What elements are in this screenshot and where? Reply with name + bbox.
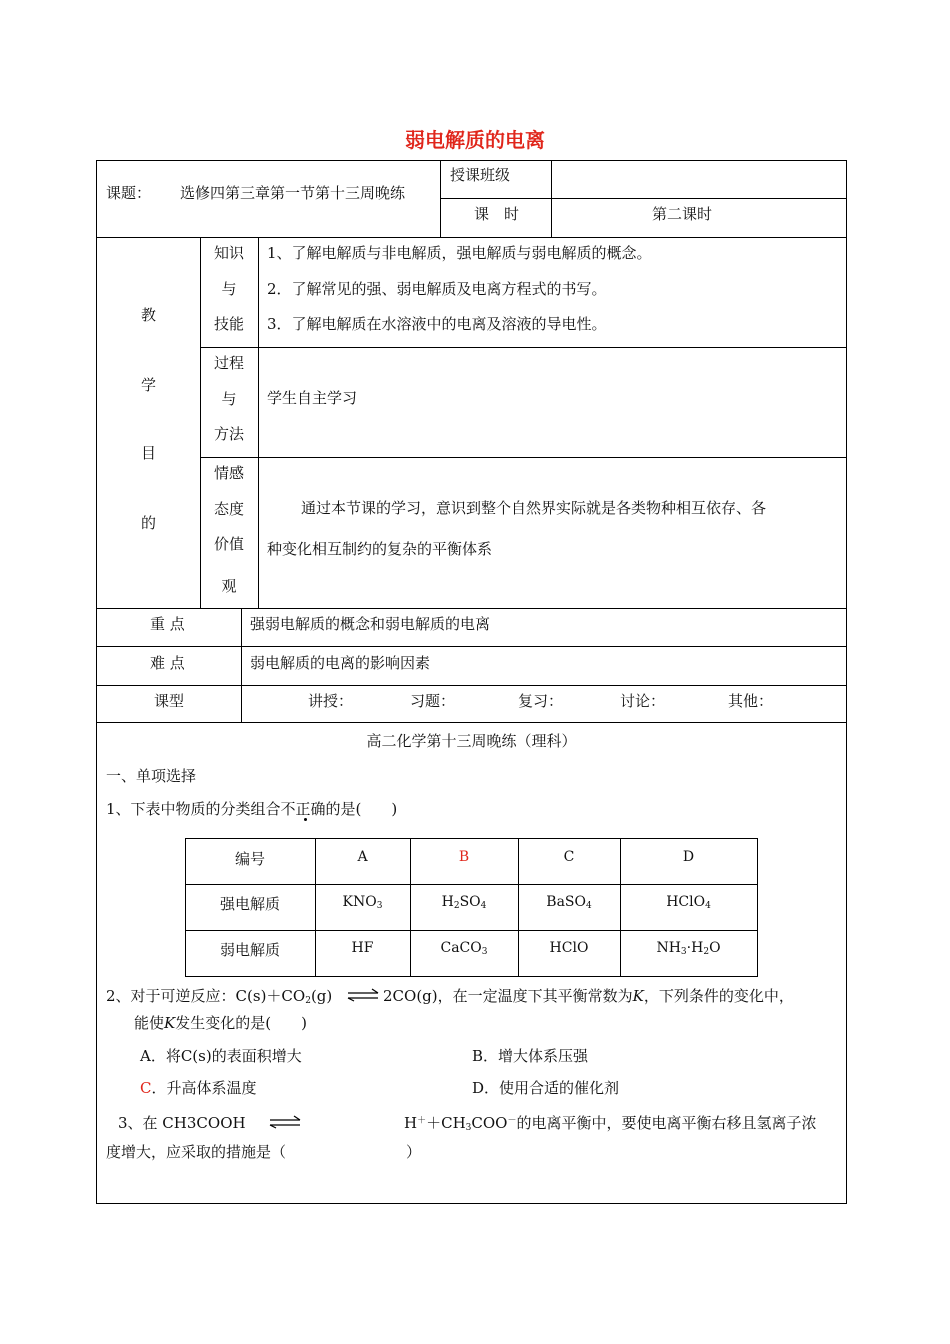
- frame-left: [96, 160, 97, 1204]
- emotion-label: 态度: [213, 500, 244, 518]
- table-cell: $NH_3\cdot H_2O$: [656, 940, 721, 957]
- knowledge-item: 1、了解电解质与非电解质，强电解质与弱电解质的概念。: [267, 244, 652, 262]
- emotion-text: 种变化相互制约的复杂的平衡体系: [267, 540, 493, 558]
- question-2-line1: 2、对于可逆反应：$C(s)+CO_2(g)$: [106, 987, 333, 1006]
- table-header-cell: C: [563, 849, 575, 865]
- question-2-line1-rest: 2CO(g)，在一定温度下其平衡常数为K，下列条件的变化中，: [383, 987, 794, 1005]
- frame-top: [96, 160, 847, 161]
- table-header-cell: 编号: [234, 850, 265, 868]
- topic-value: 选修四第三章第一节第十三周晚练: [180, 184, 406, 202]
- class-label: 授课班级: [450, 166, 511, 184]
- option-a: A．将C(s)的表面积增大: [140, 1047, 302, 1065]
- option-d: D．使用合适的催化剂: [472, 1079, 620, 1097]
- option-b: B．增大体系压强: [472, 1047, 589, 1065]
- period-value: 第二课时: [652, 205, 713, 223]
- table-header-cell: A: [357, 849, 368, 865]
- table-cell: $H_2SO_4$: [441, 894, 487, 911]
- process-label: 与: [221, 390, 237, 408]
- question-1-stem: 1、下表中物质的分类组合不正确的是( ): [106, 800, 398, 818]
- table-cell: CaCO$_3$: [440, 940, 488, 957]
- key-point-text: 强弱电解质的概念和弱电解质的电离: [250, 615, 491, 633]
- process-label: 方法: [213, 425, 244, 443]
- lesson-type-option: 讲授：: [308, 692, 354, 710]
- knowledge-item: 3．了解电解质在水溶液中的电离及溶液的导电性。: [267, 315, 607, 333]
- equilibrium-arrow-icon: [268, 1115, 302, 1129]
- difficulty-text: 弱电解质的电离的影响因素: [250, 654, 431, 672]
- question-3-part1: 3、在 CH3COOH: [118, 1114, 246, 1132]
- option-c: C．升高体系温度: [140, 1079, 257, 1097]
- lesson-type-option: 复习：: [518, 692, 564, 710]
- table-header-cell: D: [682, 849, 695, 865]
- knowledge-item: 2．了解常见的强、弱电解质及电离方程式的书写。: [267, 280, 607, 298]
- lesson-type-option: 其他：: [728, 692, 774, 710]
- objective-label-char: 目: [141, 444, 157, 462]
- emotion-label: 价值: [213, 535, 244, 553]
- question-2-line2: 能使K发生变化的是( ): [134, 1014, 307, 1032]
- emphasis-dot: [304, 818, 307, 821]
- question-3-line2: 度增大，应采取的措施是（ ）: [106, 1143, 422, 1161]
- table-cell: BaSO$_4$: [546, 894, 592, 911]
- table-header-cell: B: [458, 849, 470, 865]
- knowledge-label: 技能: [213, 315, 244, 333]
- objective-label-char: 教: [141, 306, 157, 324]
- page-title: 弱电解质的电离: [405, 128, 545, 152]
- topic-label: 课题：: [106, 184, 152, 202]
- table-cell: HClO: [549, 940, 589, 956]
- section-title: 一、单项选择: [106, 767, 197, 785]
- difficulty-label: 难 点: [150, 654, 185, 672]
- period-label: 课 时: [474, 205, 520, 223]
- emotion-label: 情感: [213, 464, 244, 482]
- question-3-part2: $H^++CH_3COO^-$的电离平衡中，要使电离平衡右移且氢离子浓: [404, 1114, 817, 1133]
- objective-label-char: 的: [141, 514, 157, 532]
- table-cell: $KNO_3$: [342, 894, 383, 911]
- process-text: 学生自主学习: [267, 389, 358, 407]
- table-cell: HF: [351, 940, 374, 956]
- knowledge-label: 知识: [213, 244, 244, 262]
- key-point-label: 重 点: [150, 615, 185, 633]
- knowledge-label: 与: [221, 280, 237, 298]
- frame-bottom: [96, 1203, 847, 1204]
- table-row-label: 弱电解质: [219, 941, 280, 959]
- equilibrium-arrow-icon: [346, 988, 380, 1002]
- frame-right: [846, 160, 847, 1204]
- objective-label-char: 学: [141, 376, 157, 394]
- emotion-text: 通过本节课的学习，意识到整个自然界实际就是各类物种相互依存、各: [301, 499, 767, 517]
- exercise-heading: 高二化学第十三周晚练（理科）: [366, 732, 577, 750]
- lesson-type-option: 讨论：: [620, 692, 666, 710]
- table-row-label: 强电解质: [219, 895, 280, 913]
- lesson-type-label: 课型: [154, 692, 185, 710]
- table-cell: HClO$_4$: [666, 894, 711, 911]
- emotion-label: 观: [221, 577, 237, 595]
- lesson-type-option: 习题：: [410, 692, 456, 710]
- process-label: 过程: [213, 354, 244, 372]
